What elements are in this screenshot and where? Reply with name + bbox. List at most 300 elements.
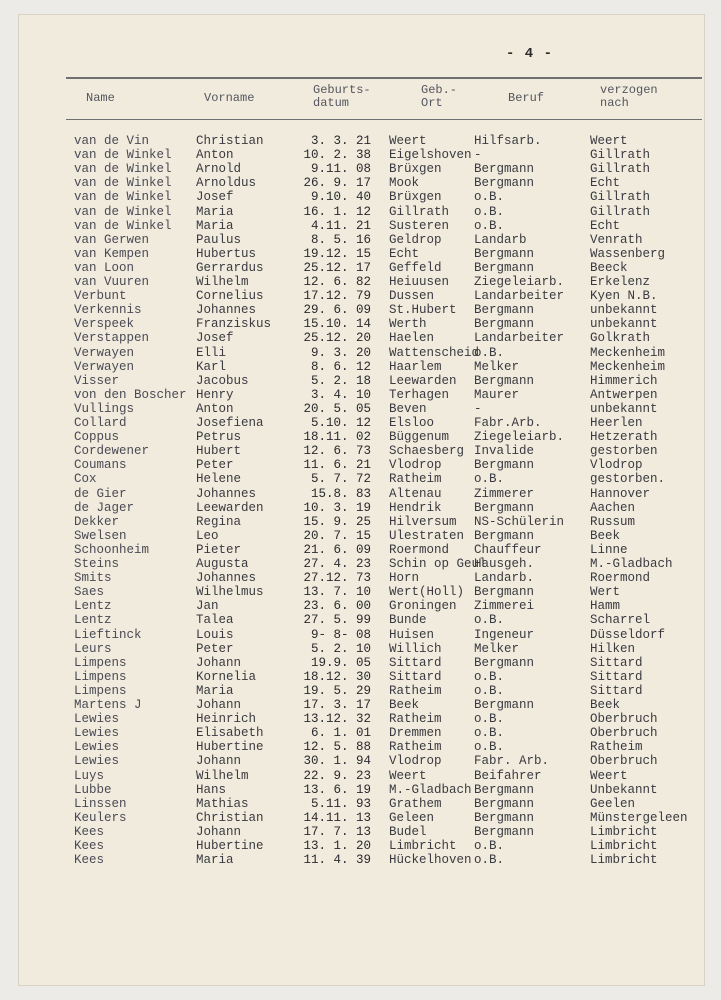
row-geburtsdatum: 13. 1. 20	[303, 839, 371, 853]
row-geburtsdatum: 21. 6. 09	[303, 542, 371, 557]
row-name: Limpens	[74, 683, 127, 698]
row-geb-ort: Dussen	[389, 289, 435, 304]
row-name: van de Winkel	[74, 148, 172, 163]
row-geburtsdatum: 5.10. 12	[310, 416, 371, 430]
row-geburtsdatum: 30. 1. 94	[303, 754, 371, 769]
row-geburtsdatum: 9.11. 08	[310, 162, 371, 177]
row-name: Kees	[74, 853, 105, 868]
table-row	[0, 797, 721, 811]
row-vorname: Petrus	[196, 430, 242, 445]
row-beruf: o.B.	[474, 472, 505, 487]
row-geburtsdatum: 11. 6. 21	[303, 458, 371, 473]
row-vorname: Hubert	[196, 444, 242, 459]
row-beruf: Bergmann	[474, 585, 535, 600]
row-geburtsdatum: 20. 7. 15	[303, 528, 371, 543]
row-vorname: Peter	[196, 458, 234, 473]
row-beruf: o.B.	[474, 190, 505, 205]
row-geb-ort: Schaesberg	[389, 444, 465, 459]
table-row	[0, 585, 721, 599]
row-geb-ort: Gillrath	[389, 204, 450, 219]
row-name: Collard	[74, 416, 127, 430]
table-row	[0, 289, 721, 303]
row-geb-ort: Hückelhoven	[389, 853, 472, 868]
row-verzogen-nach: Kyen N.B.	[590, 289, 658, 304]
row-name: Leurs	[74, 641, 112, 656]
row-name: Lubbe	[74, 782, 112, 797]
row-beruf: Bergmann	[474, 260, 535, 275]
row-geburtsdatum: 13.12. 32	[303, 712, 371, 727]
row-vorname: Johannes	[196, 486, 257, 501]
table-row	[0, 233, 721, 247]
table-row	[0, 176, 721, 190]
row-verzogen-nach: Linne	[590, 542, 628, 557]
row-geb-ort: Ratheim	[389, 472, 442, 487]
row-beruf: o.B.	[474, 740, 505, 755]
row-vorname: Elli	[196, 345, 227, 360]
row-geb-ort: Limbricht	[389, 839, 457, 853]
row-name: Verwayen	[74, 345, 135, 360]
table-row	[0, 839, 721, 853]
table-row	[0, 458, 721, 472]
row-beruf: -	[474, 401, 482, 416]
row-geb-ort: Vlodrop	[389, 754, 442, 769]
table-row	[0, 628, 721, 642]
row-verzogen-nach: Echt	[590, 218, 621, 233]
row-verzogen-nach: Limbricht	[590, 853, 658, 868]
table-row	[0, 599, 721, 613]
row-vorname: Johann	[196, 655, 242, 670]
row-geb-ort: Geffeld	[389, 260, 442, 275]
row-beruf: Bergmann	[474, 373, 535, 388]
row-geb-ort: Büggenum	[389, 430, 450, 445]
row-vorname: Elisabeth	[196, 726, 264, 741]
table-row	[0, 571, 721, 585]
row-geb-ort: Elsloo	[389, 416, 435, 430]
header-beruf: Beruf	[508, 91, 545, 105]
row-vorname: Karl	[196, 359, 227, 374]
row-beruf: Melker	[474, 641, 520, 656]
row-vorname: Jacobus	[196, 373, 249, 388]
row-beruf: Hilfsarb.	[474, 134, 542, 148]
row-vorname: Hubertus	[196, 246, 257, 261]
row-beruf: Invalide	[474, 444, 535, 459]
row-geb-ort: Brüxgen	[389, 162, 442, 177]
row-geburtsdatum: 10. 2. 38	[303, 148, 371, 163]
table-row	[0, 374, 721, 388]
row-geburtsdatum: 23. 6. 00	[303, 599, 371, 614]
row-verzogen-nach: Sittard	[590, 655, 643, 670]
row-name: Coppus	[74, 430, 120, 445]
row-geburtsdatum: 25.12. 17	[303, 260, 371, 275]
row-geb-ort: Dremmen	[389, 726, 442, 741]
row-name: Verbunt	[74, 289, 127, 304]
row-name: Kees	[74, 839, 105, 853]
row-name: Dekker	[74, 514, 120, 529]
row-geburtsdatum: 5.11. 93	[310, 796, 371, 811]
table-row	[0, 303, 721, 317]
row-verzogen-nach: Geelen	[590, 796, 636, 811]
row-name: van de Winkel	[74, 162, 172, 177]
row-beruf: Beifahrer	[474, 768, 542, 783]
table-row	[0, 698, 721, 712]
row-geburtsdatum: 12. 6. 73	[303, 444, 371, 459]
row-verzogen-nach: Sittard	[590, 683, 643, 698]
row-vorname: Johann	[196, 824, 242, 839]
row-beruf: o.B.	[474, 726, 505, 741]
row-beruf: Zimmerer	[474, 486, 535, 501]
row-verzogen-nach: Gillrath	[590, 190, 651, 205]
row-geb-ort: Haarlem	[389, 359, 442, 374]
row-vorname: Paulus	[196, 232, 242, 247]
table-row	[0, 430, 721, 444]
row-geburtsdatum: 12. 6. 82	[303, 275, 371, 289]
row-beruf: -	[474, 148, 482, 163]
row-name: Visser	[74, 373, 120, 388]
row-vorname: Wilhelm	[196, 768, 249, 783]
row-name: van de Winkel	[74, 204, 172, 219]
row-name: Verkennis	[74, 303, 142, 318]
row-geburtsdatum: 17. 7. 13	[303, 824, 371, 839]
row-geburtsdatum: 5. 7. 72	[310, 472, 371, 487]
row-name: van de Winkel	[74, 190, 172, 205]
row-geb-ort: Leewarden	[389, 373, 457, 388]
row-geburtsdatum: 25.12. 20	[303, 331, 371, 346]
row-geb-ort: Sittard	[389, 669, 442, 684]
row-geburtsdatum: 3. 3. 21	[310, 134, 371, 148]
row-geb-ort: Willich	[389, 641, 442, 656]
row-beruf: NS-Schülerin	[474, 514, 565, 529]
table-row	[0, 205, 721, 219]
table-row	[0, 726, 721, 740]
row-geb-ort: Eigelshoven	[389, 148, 472, 163]
row-vorname: Johannes	[196, 571, 257, 586]
row-name: Vullings	[74, 401, 135, 416]
row-geb-ort: Heiuusen	[389, 275, 450, 289]
row-verzogen-nach: Hetzerath	[590, 430, 658, 445]
row-verzogen-nach: Vlodrop	[590, 458, 643, 473]
row-beruf: Ziegeleiarb.	[474, 275, 565, 289]
table-row	[0, 487, 721, 501]
row-beruf: Bergmann	[474, 528, 535, 543]
row-vorname: Gerrardus	[196, 260, 264, 275]
row-beruf: o.B.	[474, 669, 505, 684]
row-beruf: Bergmann	[474, 162, 535, 177]
table-row	[0, 515, 721, 529]
row-geburtsdatum: 5. 2. 18	[310, 373, 371, 388]
row-geburtsdatum: 18.12. 30	[303, 669, 371, 684]
row-vorname: Maria	[196, 218, 234, 233]
table-row	[0, 684, 721, 698]
row-beruf: Bergmann	[474, 796, 535, 811]
row-geburtsdatum: 4.11. 21	[310, 218, 371, 233]
table-row	[0, 331, 721, 345]
row-vorname: Johann	[196, 754, 242, 769]
row-name: Lewies	[74, 712, 120, 727]
row-geburtsdatum: 20. 5. 05	[303, 401, 371, 416]
row-verzogen-nach: Münstergeleen	[590, 810, 688, 825]
row-beruf: Fabr.Arb.	[474, 416, 542, 430]
row-verzogen-nach: unbekannt	[590, 303, 658, 318]
row-beruf: o.B.	[474, 683, 505, 698]
header-geburtsdatum: Geburts- datum	[313, 83, 371, 110]
row-name: Swelsen	[74, 528, 127, 543]
row-geb-ort: Ulestraten	[389, 528, 465, 543]
row-verzogen-nach: Hannover	[590, 486, 651, 501]
row-beruf: Zimmerei	[474, 599, 535, 614]
table-row	[0, 656, 721, 670]
table-row	[0, 388, 721, 402]
row-name: Keulers	[74, 810, 127, 825]
table-row	[0, 783, 721, 797]
row-verzogen-nach: Beek	[590, 528, 621, 543]
row-vorname: Jan	[196, 599, 219, 614]
row-geb-ort: Brüxgen	[389, 190, 442, 205]
row-geb-ort: Groningen	[389, 599, 457, 614]
row-vorname: Leo	[196, 528, 219, 543]
row-vorname: Josef	[196, 331, 234, 346]
row-name: Cordewener	[74, 444, 150, 459]
table-row	[0, 529, 721, 543]
row-beruf: Bergmann	[474, 655, 535, 670]
row-name: Coumans	[74, 458, 127, 473]
row-verzogen-nach: Oberbruch	[590, 712, 658, 727]
row-geb-ort: Vlodrop	[389, 458, 442, 473]
row-geb-ort: Ratheim	[389, 740, 442, 755]
row-vorname: Anton	[196, 148, 234, 163]
row-vorname: Cornelius	[196, 289, 264, 304]
row-geb-ort: Sittard	[389, 655, 442, 670]
row-geburtsdatum: 18.11. 02	[303, 430, 371, 445]
row-geb-ort: Wattenscheid	[389, 345, 480, 360]
row-beruf: Bergmann	[474, 810, 535, 825]
row-vorname: Leewarden	[196, 500, 264, 515]
row-geb-ort: Geldrop	[389, 232, 442, 247]
row-geburtsdatum: 16. 1. 12	[303, 204, 371, 219]
table-row	[0, 360, 721, 374]
row-vorname: Johann	[196, 698, 242, 712]
row-geburtsdatum: 14.11. 13	[303, 810, 371, 825]
row-verzogen-nach: Meckenheim	[590, 359, 666, 374]
row-vorname: Peter	[196, 641, 234, 656]
row-geb-ort: Schin op Geul	[389, 557, 487, 571]
row-beruf: Bergmann	[474, 303, 535, 318]
row-name: van de Vin	[74, 134, 150, 148]
row-beruf: Maurer	[474, 387, 520, 402]
row-name: von den Boscher	[74, 387, 187, 402]
row-name: Lieftinck	[74, 627, 142, 642]
row-verzogen-nach: Roermond	[590, 571, 651, 586]
table-row	[0, 501, 721, 515]
row-geb-ort: Geleen	[389, 810, 435, 825]
row-name: Verwayen	[74, 359, 135, 374]
row-geb-ort: Bunde	[389, 613, 427, 628]
row-name: Lewies	[74, 740, 120, 755]
row-name: Lewies	[74, 726, 120, 741]
row-geburtsdatum: 29. 6. 09	[303, 303, 371, 318]
row-name: Schoonheim	[74, 542, 150, 557]
row-geb-ort: St.Hubert	[389, 303, 457, 318]
row-beruf: o.B.	[474, 345, 505, 360]
row-geb-ort: Hilversum	[389, 514, 457, 529]
table-row	[0, 275, 721, 289]
row-verzogen-nach: Weert	[590, 134, 628, 148]
table-row	[0, 190, 721, 204]
table-row	[0, 670, 721, 684]
row-verzogen-nach: Ratheim	[590, 740, 643, 755]
table-row	[0, 148, 721, 162]
table-row	[0, 247, 721, 261]
row-geb-ort: Wert(Holl)	[389, 585, 465, 600]
row-geburtsdatum: 26. 9. 17	[303, 176, 371, 191]
row-name: Lentz	[74, 613, 112, 628]
row-verzogen-nach: unbekannt	[590, 401, 658, 416]
row-geb-ort: Hendrik	[389, 500, 442, 515]
table-row	[0, 613, 721, 627]
row-name: Smits	[74, 571, 112, 586]
row-geb-ort: Haelen	[389, 331, 435, 346]
row-vorname: Arnold	[196, 162, 242, 177]
row-beruf: o.B.	[474, 839, 505, 853]
row-beruf: Landarb.	[474, 571, 535, 586]
row-verzogen-nach: Russum	[590, 514, 636, 529]
row-verzogen-nach: Gillrath	[590, 162, 651, 177]
table-row	[0, 543, 721, 557]
row-verzogen-nach: Heerlen	[590, 416, 643, 430]
row-vorname: Augusta	[196, 557, 249, 571]
row-verzogen-nach: Beeck	[590, 260, 628, 275]
table-row	[0, 134, 721, 148]
table-row	[0, 416, 721, 430]
row-geburtsdatum: 17.12. 79	[303, 289, 371, 304]
row-vorname: Talea	[196, 613, 234, 628]
row-vorname: Hans	[196, 782, 227, 797]
row-geb-ort: Huisen	[389, 627, 435, 642]
table-row	[0, 219, 721, 233]
row-name: Cox	[74, 472, 97, 487]
row-geburtsdatum: 27. 4. 23	[303, 557, 371, 571]
page-number: - 4 -	[506, 46, 554, 62]
row-vorname: Louis	[196, 627, 234, 642]
row-beruf: Bergmann	[474, 458, 535, 473]
row-beruf: Landarb	[474, 232, 527, 247]
row-beruf: Ingeneur	[474, 627, 535, 642]
table-row	[0, 346, 721, 360]
row-geburtsdatum: 6. 1. 01	[310, 726, 371, 741]
row-vorname: Hubertine	[196, 839, 264, 853]
row-name: van de Winkel	[74, 218, 172, 233]
row-geburtsdatum: 9.10. 40	[310, 190, 371, 205]
row-geb-ort: Budel	[389, 824, 427, 839]
row-verzogen-nach: Wert	[590, 585, 621, 600]
row-geburtsdatum: 27.12. 73	[303, 571, 371, 586]
row-geburtsdatum: 3. 4. 10	[310, 387, 371, 402]
row-beruf: Bergmann	[474, 698, 535, 712]
table-row	[0, 472, 721, 486]
row-beruf: o.B.	[474, 218, 505, 233]
row-name: van Loon	[74, 260, 135, 275]
row-verzogen-nach: Düsseldorf	[590, 627, 666, 642]
row-name: van Gerwen	[74, 232, 150, 247]
row-geburtsdatum: 19.12. 15	[303, 246, 371, 261]
row-geb-ort: Weert	[389, 768, 427, 783]
row-vorname: Josefiena	[196, 416, 264, 430]
row-beruf: Landarbeiter	[474, 331, 565, 346]
row-beruf: Bergmann	[474, 782, 535, 797]
row-geb-ort: Ratheim	[389, 683, 442, 698]
row-verzogen-nach: Antwerpen	[590, 387, 658, 402]
row-geburtsdatum: 22. 9. 23	[303, 768, 371, 783]
row-verzogen-nach: Unbekannt	[590, 782, 658, 797]
row-geburtsdatum: 13. 6. 19	[303, 782, 371, 797]
row-geburtsdatum: 27. 5. 99	[303, 613, 371, 628]
row-geb-ort: Echt	[389, 246, 420, 261]
row-verzogen-nach: Oberbruch	[590, 726, 658, 741]
row-verzogen-nach: Hilken	[590, 641, 636, 656]
row-vorname: Christian	[196, 810, 264, 825]
row-verzogen-nach: unbekannt	[590, 317, 658, 332]
row-vorname: Kornelia	[196, 669, 257, 684]
row-geburtsdatum: 15. 9. 25	[303, 514, 371, 529]
row-geb-ort: Beek	[389, 698, 420, 712]
row-beruf: Ziegeleiarb.	[474, 430, 565, 445]
row-geb-ort: Werth	[389, 317, 427, 332]
row-vorname: Arnoldus	[196, 176, 257, 191]
header-name: Name	[86, 91, 115, 105]
row-geburtsdatum: 19.9. 05	[310, 655, 371, 670]
table-row	[0, 261, 721, 275]
row-vorname: Heinrich	[196, 712, 257, 727]
row-verzogen-nach: Aachen	[590, 500, 636, 515]
table-row	[0, 162, 721, 176]
table-row	[0, 825, 721, 839]
row-vorname: Christian	[196, 134, 264, 148]
row-verzogen-nach: Scharrel	[590, 613, 651, 628]
row-vorname: Wilhelm	[196, 275, 249, 289]
row-verzogen-nach: Limbricht	[590, 839, 658, 853]
row-name: Saes	[74, 585, 105, 600]
row-geb-ort: Mook	[389, 176, 420, 191]
row-beruf: Melker	[474, 359, 520, 374]
row-vorname: Mathias	[196, 796, 249, 811]
row-name: Limpens	[74, 669, 127, 684]
row-geburtsdatum: 12. 5. 88	[303, 740, 371, 755]
row-geburtsdatum: 17. 3. 17	[303, 698, 371, 712]
row-name: Luys	[74, 768, 105, 783]
table-row	[0, 754, 721, 768]
table-row	[0, 402, 721, 416]
row-beruf: o.B.	[474, 204, 505, 219]
table-row	[0, 557, 721, 571]
row-geburtsdatum: 11. 4. 39	[303, 853, 371, 868]
row-beruf: Fabr. Arb.	[474, 754, 550, 769]
row-vorname: Pieter	[196, 542, 242, 557]
row-verzogen-nach: Wassenberg	[590, 246, 666, 261]
row-vorname: Franziskus	[196, 317, 272, 332]
row-name: de Jager	[74, 500, 135, 515]
row-vorname: Helene	[196, 472, 242, 487]
row-name: Verstappen	[74, 331, 150, 346]
header-vorname: Vorname	[204, 91, 255, 105]
row-verzogen-nach: Gillrath	[590, 204, 651, 219]
row-geburtsdatum: 10. 3. 19	[303, 500, 371, 515]
row-geburtsdatum: 9- 8- 08	[310, 627, 371, 642]
row-verzogen-nach: Himmerich	[590, 373, 658, 388]
row-beruf: Chauffeur	[474, 542, 542, 557]
row-geb-ort: Roermond	[389, 542, 450, 557]
row-geburtsdatum: 9. 3. 20	[310, 345, 371, 360]
row-verzogen-nach: Weert	[590, 768, 628, 783]
row-vorname: Maria	[196, 204, 234, 219]
